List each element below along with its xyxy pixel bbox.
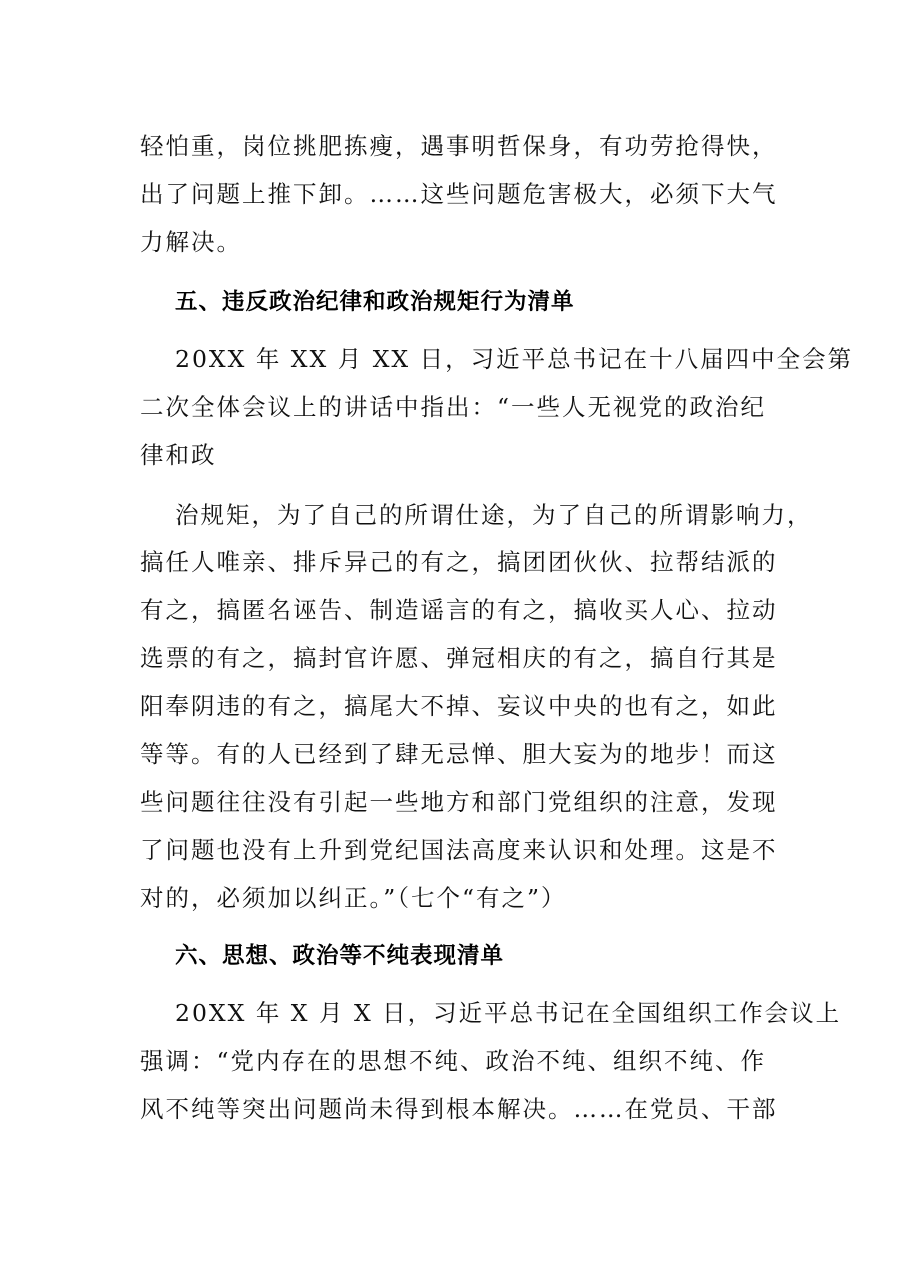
paragraph-line: 有之，搞匿名诬告、制造谣言的有之，搞收买人心、拉动 xyxy=(140,596,778,624)
paragraph-line: 些问题往往没有引起一些地方和部门党组织的注意，发现 xyxy=(140,788,778,816)
paragraph-line: 阳奉阴违的有之，搞尾大不掉、妄议中央的也有之，如此 xyxy=(140,692,778,720)
paragraph-line: 强调：“党内存在的思想不纯、政治不纯、组织不纯、作 xyxy=(140,1047,767,1075)
paragraph-line: 律和政 xyxy=(140,441,217,469)
section-heading-6: 六、思想、政治等不纯表现清单 xyxy=(175,943,505,969)
paragraph-line: 20XX 年 XX 月 XX 日，习近平总书记在十八届四中全会第 xyxy=(175,345,854,373)
paragraph-line: 搞任人唯亲、排斥异己的有之，搞团团伙伙、拉帮结派的 xyxy=(140,548,778,576)
paragraph-line: 力解决。 xyxy=(140,228,242,256)
paragraph-line: 等等。有的人已经到了肆无忌惮、胆大妄为的地步！而这 xyxy=(140,740,778,768)
paragraph-line: 出了问题上推下卸。……这些问题危害极大，必须下大气 xyxy=(140,180,778,208)
paragraph-line: 二次全体会议上的讲话中指出：“一些人无视党的政治纪 xyxy=(140,393,767,421)
paragraph-line: 选票的有之，搞封官许愿、弹冠相庆的有之，搞自行其是 xyxy=(140,644,778,672)
paragraph-line: 了问题也没有上升到党纪国法高度来认识和处理。这是不 xyxy=(140,836,778,864)
section-heading-5: 五、违反政治纪律和政治规矩行为清单 xyxy=(175,289,575,315)
paragraph-line: 轻怕重，岗位挑肥拣瘦，遇事明哲保身，有功劳抢得快， xyxy=(140,132,778,160)
paragraph-line: 治规矩，为了自己的所谓仕途，为了自己的所谓影响力， xyxy=(175,501,813,529)
paragraph-line: 风不纯等突出问题尚未得到根本解决。……在党员、干部 xyxy=(140,1095,778,1123)
paragraph-line: 对的，必须加以纠正。”（七个“有之”） xyxy=(140,884,567,912)
paragraph-line: 20XX 年 X 月 X 日，习近平总书记在全国组织工作会议上 xyxy=(175,999,842,1027)
